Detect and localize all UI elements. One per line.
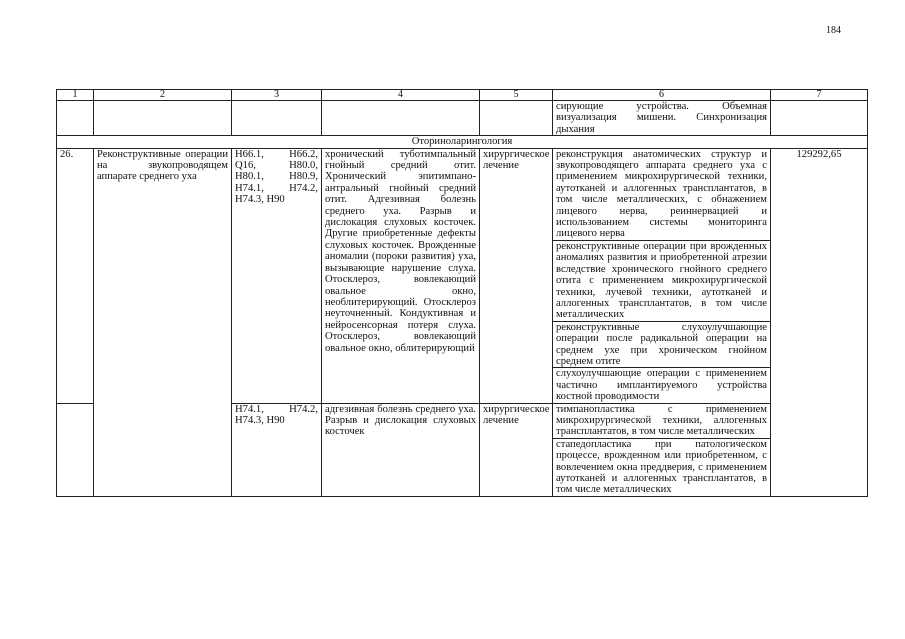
- page-number: 184: [826, 25, 841, 36]
- row-codes: H66.1, H66.2, Q16, H80.0, H80.1, H80.9, H74.1, H74.2, H74.3, H90: [232, 148, 322, 403]
- row-method: стапедопластика при патологическом процессе, врожденном или приобретенном, с вовлечением окна преддверия, с применением аутотканей и аллогенных трансплантатов, в том числе металлических: [553, 438, 771, 496]
- row-cost: 129292,65: [771, 148, 868, 496]
- row-diagnosis: хронический туботимпальный гнойный средний отит. Хронический эпитимпано-антральный гнойный средний отит. Адгезивная болезнь среднего уха. Разрыв и дислокация слуховых косточек. Другие приобретенные дефекты слуховых косточек. Врожденные аномалии (пороки развития) уха, вызывающие нарушение слуха. Отосклероз, вовлекающий овальное окно, необлитерирующий. Отосклероз неуточненный. Кондуктивная и нейросенсорная потеря слуха. Отосклероз, вовлекающий овальное окно, облитерирующий: [322, 148, 480, 403]
- column-header-2: 2: [94, 90, 232, 101]
- column-header-4: 4: [322, 90, 480, 101]
- table-row: [57, 148, 868, 240]
- row-name: Реконструктивные операции на звукопроводящем аппарате среднего уха: [94, 148, 232, 496]
- column-header-3: 3: [232, 90, 322, 101]
- row-number: 26.: [57, 148, 94, 403]
- row-method: реконструктивные операции при врожденных аномалиях развития и приобретенной атрезии вследствие хронического гнойного среднего отита с применением микрохирургической техники, лучевой техники, аутотканей и аллогенных трансплантатов, в том числе металлических: [553, 240, 771, 321]
- column-header-7: 7: [771, 90, 868, 101]
- column-header-5: 5: [480, 90, 553, 101]
- row-method: реконструктивные слухоулучшающие операции после радикальной операции на среднем ухе при хроническом гнойном среднем отите: [553, 321, 771, 368]
- row-diagnosis: адгезивная болезнь среднего уха. Разрыв и дислокация слуховых косточек: [322, 403, 480, 496]
- row-method: тимпанопластика с применением микрохирургической техники, аллогенных трансплантатов, в том числе металлических: [553, 403, 771, 438]
- medical-care-table: [56, 89, 868, 497]
- column-header-6: 6: [553, 90, 771, 101]
- column-header-1: 1: [57, 90, 94, 101]
- section-title: Оториноларингология: [57, 136, 868, 148]
- row-treatment: хирургическое лечение: [480, 148, 553, 403]
- column-header-row: [57, 90, 868, 101]
- row-treatment: хирургическое лечение: [480, 403, 553, 496]
- continuation-row: [57, 101, 868, 136]
- section-row: [57, 136, 868, 148]
- row-method: реконструкция анатомических структур и звукопроводящего аппарата среднего уха с применением микрохирургической техники, аутотканей и аллогенных трансплантатов, в том числе металлических, с обнажением лицевого нерва, реиннервацией и использованием системы мониторинга лицевого нерва: [553, 148, 771, 240]
- row-method: слухоулучшающие операции с применением частично имплантируемого устройства костной проводимости: [553, 368, 771, 403]
- continuation-text: сирующие устройства. Объемная визуализация мишени. Синхронизация дыхания: [553, 101, 771, 136]
- row-codes: H74.1, H74.2, H74.3, H90: [232, 403, 322, 496]
